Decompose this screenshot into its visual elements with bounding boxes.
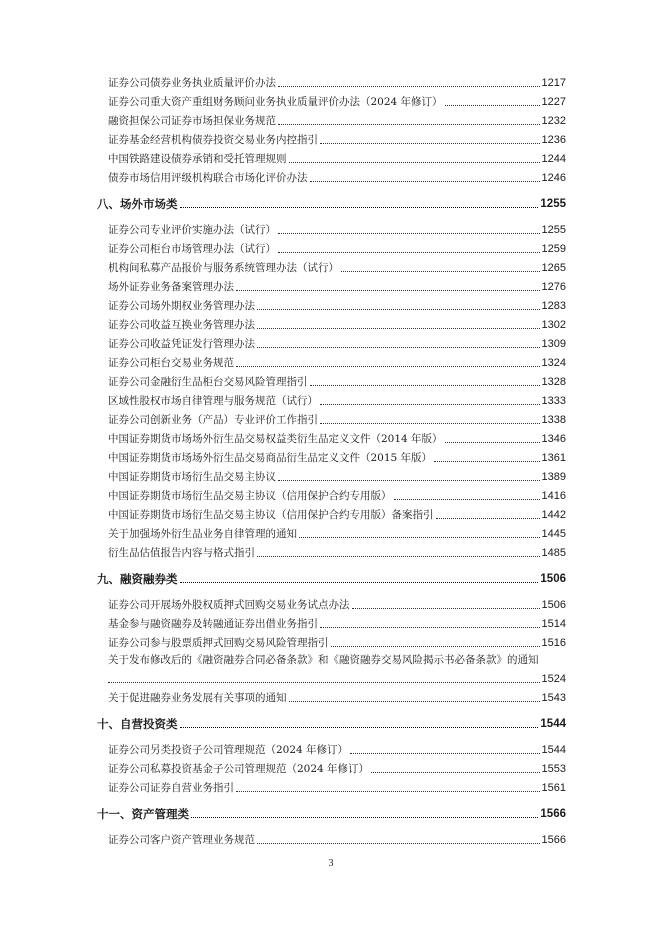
dot-leader (236, 780, 540, 792)
toc-entry[interactable] (108, 485, 566, 503)
toc-entry[interactable] (108, 333, 566, 351)
dot-leader (278, 113, 540, 125)
toc-entry-page: 1259 (541, 243, 566, 255)
dot-leader (180, 196, 539, 208)
toc-entry[interactable] (108, 167, 566, 185)
toc-entry-page: 1236 (541, 134, 566, 146)
toc-entry-page: 1276 (541, 281, 566, 293)
toc-entry-title: 证券公司私募投资基金子公司管理规范（2024 年修订） (108, 763, 370, 775)
toc-category-page: 1506 (540, 573, 566, 585)
toc-entry-page: 1265 (541, 262, 566, 274)
dot-leader (434, 450, 539, 462)
toc-entry-continuation[interactable] (108, 668, 566, 686)
toc-entry-title: 衍生品估值报告内容与格式指引 (108, 547, 255, 559)
dot-leader (257, 336, 540, 348)
toc-entry-title: 证券公司场外期权业务管理办法 (108, 300, 255, 312)
toc-category-label: 九、融资融券类 (97, 572, 178, 586)
toc-entry-page: 1561 (541, 782, 566, 794)
toc-entry-page: 1227 (541, 96, 566, 108)
dot-leader (236, 355, 540, 367)
toc-category[interactable] (97, 568, 566, 586)
toc-entry-page: 1553 (541, 763, 566, 775)
toc-category-page: 1255 (540, 198, 566, 210)
toc-entry[interactable] (108, 352, 566, 370)
toc-entry[interactable] (108, 148, 566, 166)
toc-entry[interactable] (108, 238, 566, 256)
page-number: 3 (328, 858, 334, 869)
toc-entry-page: 1389 (541, 471, 566, 483)
toc-entry-title: 融资担保公司证券市场担保业务规范 (108, 115, 276, 127)
toc-entry[interactable] (108, 632, 566, 650)
dot-leader (320, 616, 540, 628)
toc-entry[interactable] (108, 72, 566, 90)
toc-entry-page: 1333 (541, 395, 566, 407)
toc-entry-title: 场外证券业务备案管理办法 (108, 281, 234, 293)
toc-entry-page: 1445 (541, 528, 566, 540)
dot-leader (257, 317, 540, 329)
toc-entry-title: 证券公司另类投资子公司管理规范（2024 年修订） (108, 744, 349, 756)
toc-entry-title: 证券公司柜台交易业务规范 (108, 357, 234, 369)
toc-entry[interactable] (108, 295, 566, 313)
toc-entry-title: 证券公司参与股票质押式回购交易风险管理指引 (108, 637, 329, 649)
toc-entry-page: 1516 (541, 637, 566, 649)
dot-leader (310, 170, 540, 182)
dot-leader (320, 393, 540, 405)
toc-entry-page: 1246 (541, 172, 566, 184)
dot-leader (278, 469, 540, 481)
toc-entry-title: 证券公司债券业务执业质量评价办法 (108, 77, 276, 89)
toc-category-label: 八、场外市场类 (97, 197, 178, 211)
toc-entry[interactable] (108, 447, 566, 465)
toc-entry[interactable] (108, 829, 566, 847)
toc-entry-page: 1232 (541, 115, 566, 127)
dot-leader (371, 761, 539, 773)
toc-entry[interactable] (108, 739, 566, 757)
toc-entry-title: 证券公司金融衍生品柜台交易风险管理指引 (108, 376, 308, 388)
toc-entry-page: 1255 (541, 224, 566, 236)
toc-entry-title: 证券公司收益互换业务管理办法 (108, 319, 255, 331)
dot-leader (445, 94, 540, 106)
toc-entry[interactable] (108, 409, 566, 427)
toc-entry-title: 中国证券期货市场衍生品交易主协议（信用保护合约专用版）备案指引 (108, 509, 434, 521)
toc-entry-title-wrapped[interactable]: 关于发布修改后的《融资融券合同必备条款》和《融资融券交易风险揭示书必备条款》的通知 (108, 654, 539, 666)
toc-entry-page: 1442 (541, 509, 566, 521)
toc-entry-title: 中国铁路建设债券承销和受托管理规则 (108, 153, 287, 165)
toc-entry-page: 1514 (541, 618, 566, 630)
toc-entry-title: 中国证券期货市场场外衍生品交易权益类衍生品定义文件（2014 年版） (108, 433, 443, 445)
toc-entry-page: 1506 (541, 599, 566, 611)
toc-entry[interactable] (108, 257, 566, 275)
dot-leader (320, 412, 540, 424)
toc-entry-title: 机构间私募产品报价与服务系统管理办法（试行） (108, 262, 339, 274)
toc-entry-page: 1361 (541, 452, 566, 464)
dot-leader (352, 597, 540, 609)
toc-entry[interactable] (108, 594, 566, 612)
dot-leader (341, 260, 540, 272)
dot-leader (180, 571, 539, 583)
toc-entry-page: 1524 (541, 673, 566, 685)
toc-entry-page: 1416 (541, 490, 566, 502)
toc-entry-title: 中国证券期货市场衍生品交易主协议（信用保护合约专用版） (108, 490, 392, 502)
dot-leader (320, 132, 540, 144)
toc-entry-page: 1302 (541, 319, 566, 331)
dot-leader (108, 671, 540, 683)
toc-entry[interactable] (108, 613, 566, 631)
dot-leader (350, 742, 539, 754)
toc-category[interactable] (97, 803, 566, 821)
toc-entry-title: 证券公司创新业务（产品）专业评价工作指引 (108, 414, 318, 426)
dot-leader (299, 526, 540, 538)
toc-entry-page: 1217 (541, 77, 566, 89)
dot-leader (257, 545, 540, 557)
toc-entry[interactable] (108, 219, 566, 237)
toc-category-label: 十、自营投资类 (97, 717, 178, 731)
toc-entry-title: 证券基金经营机构债券投资交易业务内控指引 (108, 134, 318, 146)
toc-entry-page: 1543 (541, 692, 566, 704)
toc-entry[interactable] (108, 276, 566, 294)
toc-entry[interactable] (108, 371, 566, 389)
toc-entry-title: 债券市场信用评级机构联合市场化评价办法 (108, 172, 308, 184)
dot-leader (278, 75, 540, 87)
toc-entry-title: 关于加强场外衍生品业务自律管理的通知 (108, 528, 297, 540)
dot-leader (445, 431, 540, 443)
dot-leader (331, 635, 540, 647)
toc-entry-title: 证券公司专业评价实施办法（试行） (108, 224, 276, 236)
toc-entry-title: 证券公司证券自营业务指引 (108, 782, 234, 794)
toc-entry-title: 中国证券期货市场衍生品交易主协议 (108, 471, 276, 483)
toc-entry[interactable] (108, 314, 566, 332)
dot-leader (289, 690, 540, 702)
toc-entry-page: 1566 (541, 834, 566, 846)
dot-leader (278, 222, 540, 234)
toc-entry-title: 证券公司客户资产管理业务规范 (108, 834, 255, 846)
toc-entry[interactable] (108, 687, 566, 705)
dot-leader (236, 279, 540, 291)
toc-entry-title: 证券公司重大资产重组财务顾问业务执业质量评价办法（2024 年修订） (108, 96, 443, 108)
toc-entry[interactable] (108, 542, 566, 560)
toc-entry[interactable] (108, 777, 566, 795)
toc-entry-page: 1544 (541, 744, 566, 756)
toc-entry-title: 区域性股权市场自律管理与服务规范（试行） (108, 395, 318, 407)
toc-category[interactable] (97, 193, 566, 211)
toc-entry[interactable] (108, 523, 566, 541)
toc-entry[interactable] (108, 91, 566, 109)
dot-leader (257, 832, 540, 844)
dot-leader (180, 716, 539, 728)
dot-leader (278, 241, 540, 253)
toc-entry-title: 中国证券期货市场场外衍生品交易商品衍生品定义文件（2015 年版） (108, 452, 433, 464)
toc-entry[interactable] (108, 110, 566, 128)
toc-entry-title: 基金参与融资融券及转融通证券出借业务指引 (108, 618, 318, 630)
toc-entry[interactable] (108, 504, 566, 522)
dot-leader (289, 151, 540, 163)
toc-category-page: 1544 (540, 718, 566, 730)
toc-entry-page: 1328 (541, 376, 566, 388)
dot-leader (257, 298, 540, 310)
dot-leader (394, 488, 540, 500)
toc-entry-page: 1309 (541, 338, 566, 350)
toc-entry-title: 证券公司开展场外股权质押式回购交易业务试点办法 (108, 599, 350, 611)
toc-entry-page: 1485 (541, 547, 566, 559)
toc-entry[interactable] (108, 758, 566, 776)
toc-category-label: 十一、资产管理类 (97, 807, 189, 821)
toc-entry-title: 证券公司柜台市场管理办法（试行） (108, 243, 276, 255)
toc-entry-page: 1283 (541, 300, 566, 312)
toc-category-page: 1566 (540, 808, 566, 820)
dot-leader (436, 507, 540, 519)
toc-entry[interactable] (108, 428, 566, 446)
toc-entry-page: 1338 (541, 414, 566, 426)
toc-entry[interactable] (108, 390, 566, 408)
toc-entry[interactable] (108, 466, 566, 484)
toc-entry-title: 证券公司收益凭证发行管理办法 (108, 338, 255, 350)
toc-entry-page: 1346 (541, 433, 566, 445)
toc-entry-title: 关于促进融券业务发展有关事项的通知 (108, 692, 287, 704)
toc-category[interactable] (97, 713, 566, 731)
toc-entry-page: 1324 (541, 357, 566, 369)
dot-leader (310, 374, 540, 386)
dot-leader (191, 806, 538, 818)
toc-entry[interactable] (108, 129, 566, 147)
toc-entry-page: 1244 (541, 153, 566, 165)
